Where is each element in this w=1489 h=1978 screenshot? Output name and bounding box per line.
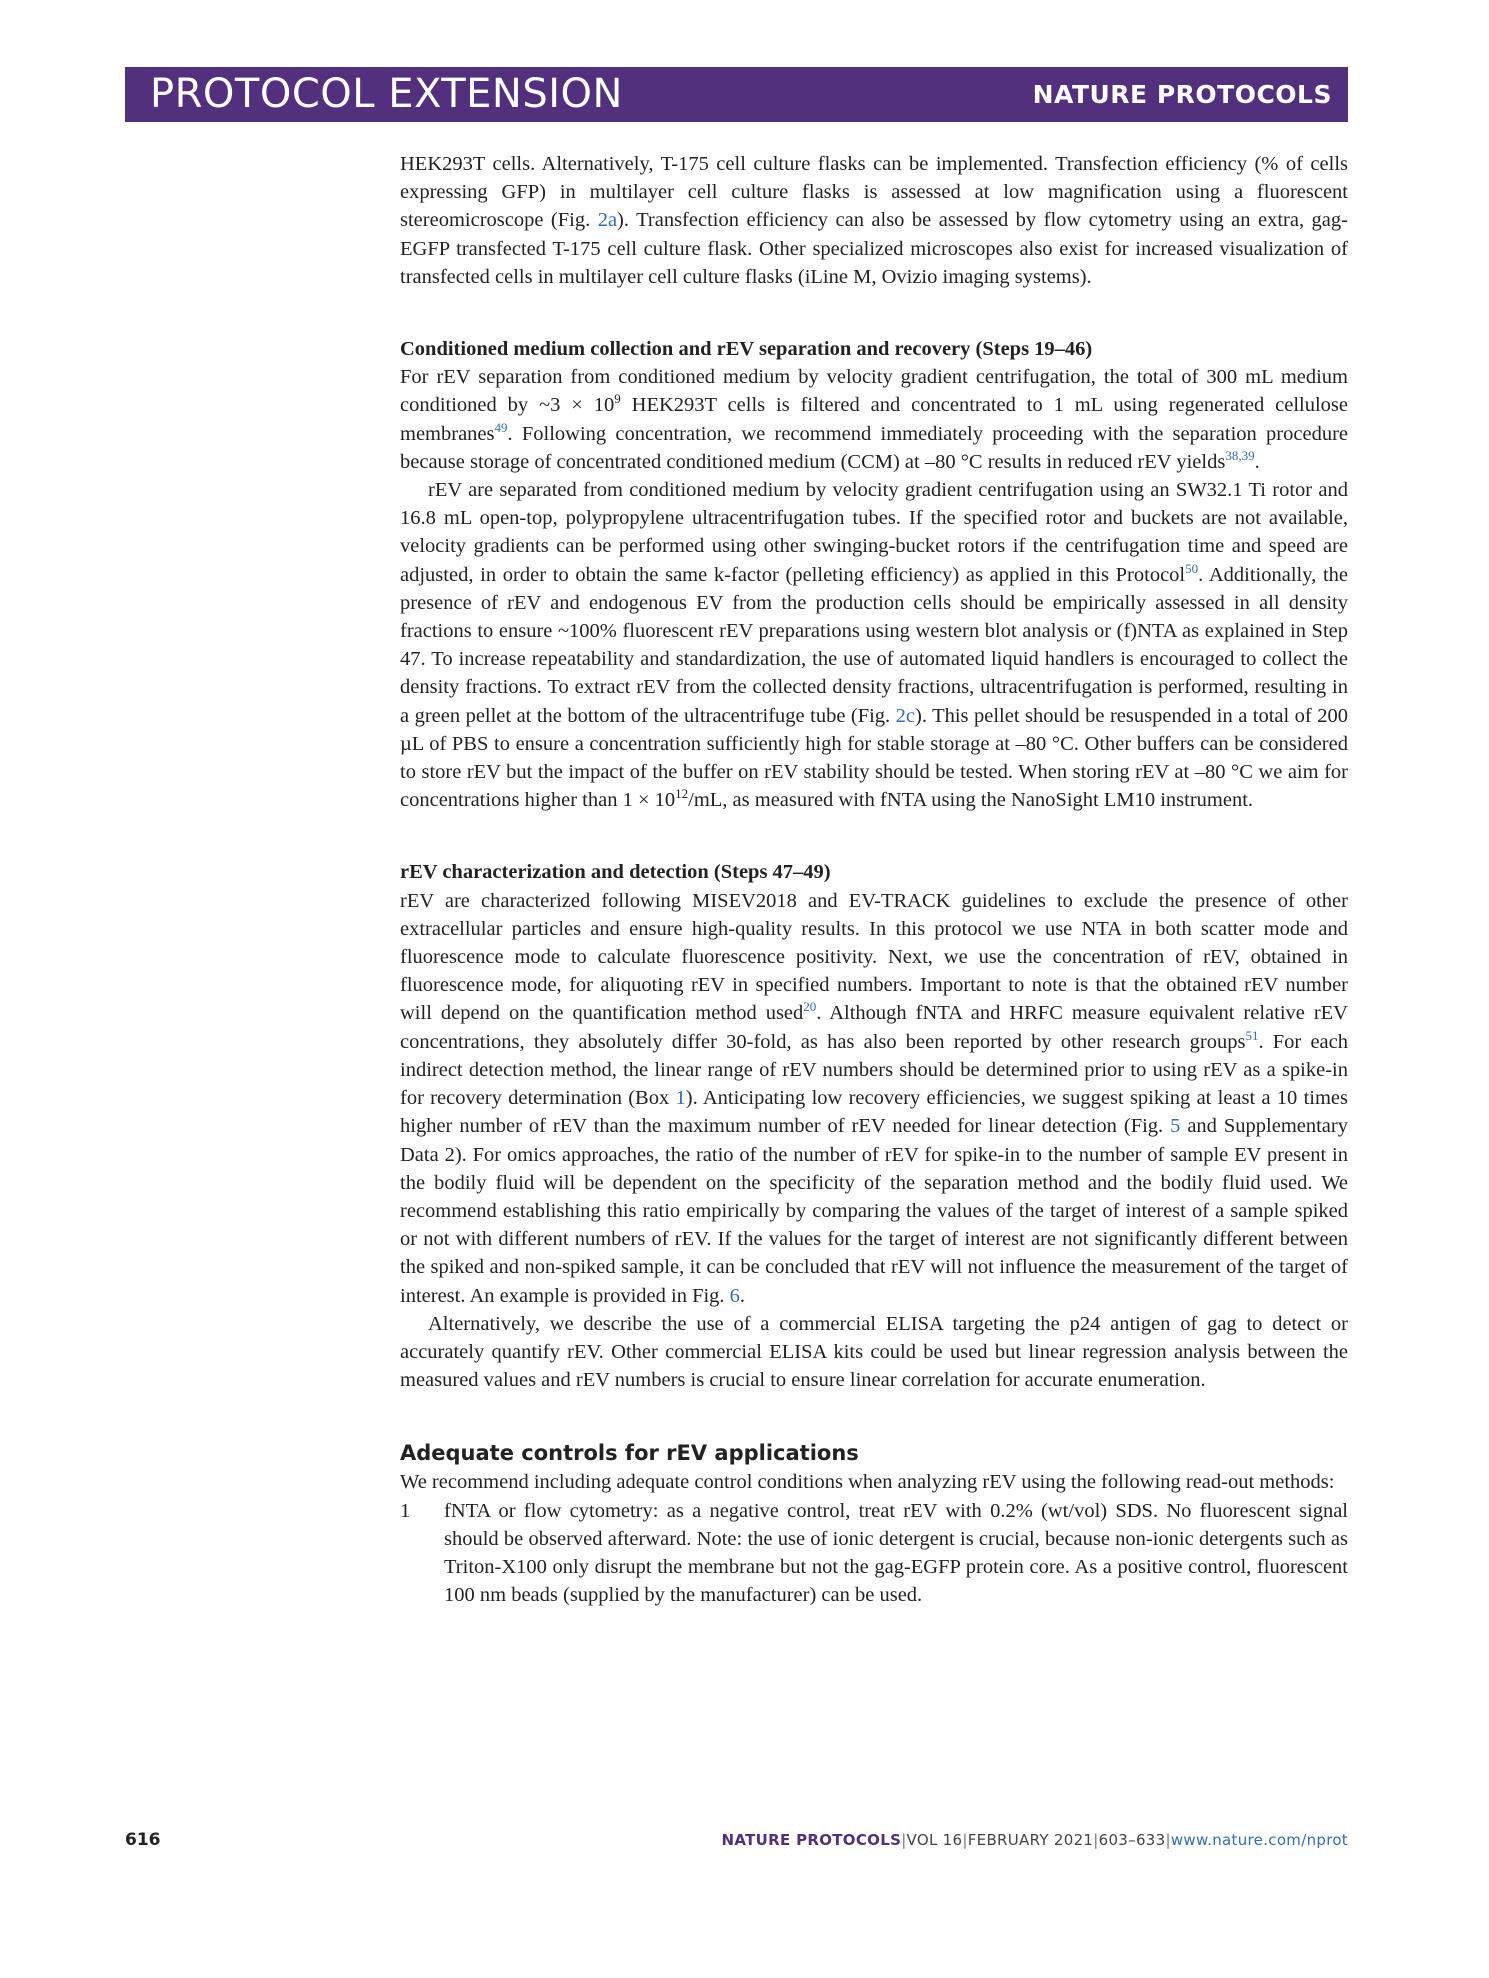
journal-name: NATURE PROTOCOLS xyxy=(1032,80,1332,109)
citation-link[interactable]: 49 xyxy=(494,419,508,435)
paragraph: rEV are separated from conditioned medium by velocity gradient centrifugation using an SW32.1 Ti rotor and 16.8 mL open-top, polypropylene ultracentrifugation tubes. If the specified rotor and buckets are not available, velocity gradients can be performed using other swinging-bucket rotors if the centrifugation time and speed are adjusted, in order to obtain the same k-factor (pelleting efficiency) as applied in this Protocol$^{50}$. Additionally, the presence of rEV and endogenous EV from the production cells should be empirically assessed in all density fractions to ensure ~100% fluorescent rEV preparations using western blot analysis or (f)NTA as explained in Step 47. To increase repeatability and standardization, the use of automated liquid handlers is encouraged to collect the density fractions. To extract rEV from the collected density fractions, ultracentrifugation is performed, resulting in a green pellet at the bottom of the ultracentrifuge tube (Fig. 2c). This pellet should be resuspended in a total of 200 µL of PBS to ensure a concentration sufficiently high for stable storage at –80 °C. Other buffers can be considered to store rEV but the impact of the buffer on rEV stability should be tested. When storing rEV at –80 °C we aim for concentrations higher than $1 \times 10^{12}/mL$, as measured with fNTA using the NanoSight LM10 instrument. xyxy=(400,479,1348,812)
footer-journal: NATURE PROTOCOLS xyxy=(721,1831,902,1849)
footer-volume: VOL 16 xyxy=(906,1831,963,1849)
header-bar xyxy=(125,67,1348,122)
figure-link[interactable]: 2a xyxy=(597,209,618,232)
paragraph: rEV are characterized following MISEV2018 and EV-TRACK guidelines to exclude the presence of other extracellular particles and ensure high-quality results. In this protocol we use NTA in both scatter mode and fluorescence mode to calculate fluorescence positivity. Next, we use the concentration of rEV, obtained in fluorescence mode, for aliquoting rEV in specified numbers. Important to note is that the obtained rEV number will depend on the quantification method used$^{20}$. Although fNTA and HRFC measure equivalent relative rEV concentrations, they absolutely differ 30-fold, as has also been reported by other research groups$^{51}$. For each indirect detection method, the linear range of rEV numbers should be determined prior to using rEV as a spike-in for recovery determination (Box 1). Anticipating low recovery efficiencies, we suggest spiking at least a 10 times higher number of rEV than the maximum number of rEV needed for linear detection (Fig. 5 and Supplementary Data 2). For omics approaches, the ratio of the number of rEV for spike-in to the number of sample EV present in the bodily fluid will be dependent on the specificity of the separation method and the bodily fluid used. We recommend establishing this ratio empirically by comparing the values of the target of interest of a sample spiked or not with different numbers of rEV. If the values for the target of interest are not significantly different between the spiked and non-spiked sample, it can be concluded that rEV will not influence the measurement of the target of interest. An example is provided in Fig. 6. xyxy=(400,889,1349,1307)
paragraph: Alternatively, we describe the use of a commercial ELISA targeting the p24 antigen of gag to detect or accurately quantify rEV. Other commercial ELISA kits could be used but linear regression analysis between the measured values and rEV numbers is crucial to ensure linear correlation for accurate enumeration. xyxy=(400,1312,1348,1392)
citation-link[interactable]: 20 xyxy=(803,999,817,1015)
article-body xyxy=(400,150,1348,1609)
box-link[interactable]: 1 xyxy=(675,1087,686,1110)
article-type-label: PROTOCOL EXTENSION xyxy=(150,71,623,117)
footer-date: FEBRUARY 2021 xyxy=(967,1831,1094,1849)
figure-link[interactable]: 6 xyxy=(729,1284,740,1307)
section-heading: Conditioned medium collection and rEV separation and recovery (Steps 19–46) xyxy=(400,338,1093,361)
exponent: 9 xyxy=(614,391,621,407)
list-number: 1 xyxy=(400,1499,411,1522)
paragraph: HEK293T cells. Alternatively, T-175 cell culture flasks can be implemented. Transfection efficiency (% of cells expressing GFP) in multilayer cell culture flasks is assessed at low magnification using a fluorescent stereomicroscope (Fig. 2a). Transfection efficiency can also be assessed by flow cytometry using an extra, gag-EGFP transfected T-175 cell culture flask. Other specialized microscopes also exist for increased visualization of transfected cells in multilayer cell culture flasks (iLine M, Ovizio imaging systems). xyxy=(400,153,1348,288)
page-number: 616 xyxy=(125,1830,161,1850)
journal-url-link[interactable]: www.nature.com/nprot xyxy=(1170,1831,1348,1849)
list-text: fNTA or flow cytometry: as a negative control, treat rEV with 0.2% (wt/vol) SDS. No fluorescent signal should be observed afterward. Note: the use of ionic detergent is crucial, because non-ionic detergents such as Triton-X100 only disrupt the membrane but not the gag-EGFP protein core. As a positive control, fluorescent 100 nm beads (supplied by the manufacturer) can be used. xyxy=(444,1499,1348,1607)
figure-link[interactable]: 5 xyxy=(1170,1115,1181,1138)
footer-citation: NATURE PROTOCOLS|VOL 16|FEBRUARY 2021|603–633|www.nature.com/nprot xyxy=(721,1831,1348,1849)
section-heading: rEV characterization and detection (Steps 47–49) xyxy=(400,861,831,884)
section-heading: Adequate controls for rEV applications xyxy=(400,1441,859,1466)
citation-link[interactable]: 51 xyxy=(1245,1027,1259,1043)
footer-pages: 603–633 xyxy=(1098,1831,1166,1849)
paragraph: For rEV separation from conditioned medium by velocity gradient centrifugation, the total of 300 mL medium conditioned by ~3 × $10^9$ HEK293T cells is filtered and concentrated to 1 mL using regenerated cellulose membranes$^{49}$. Following concentration, we recommend immediately proceeding with the separation procedure because storage of concentrated conditioned medium (CCM) at –80 °C results in reduced rEV yields$^{38,39}$. xyxy=(400,366,1348,473)
citation-link[interactable]: 38,39 xyxy=(1225,448,1255,463)
citation-link[interactable]: 50 xyxy=(1185,560,1199,576)
exponent: 12 xyxy=(675,786,689,802)
paragraph: We recommend including adequate control conditions when analyzing rEV using the following read-out methods: xyxy=(400,1471,1335,1494)
list-item xyxy=(400,1497,1348,1610)
figure-link[interactable]: 2c xyxy=(895,704,916,727)
